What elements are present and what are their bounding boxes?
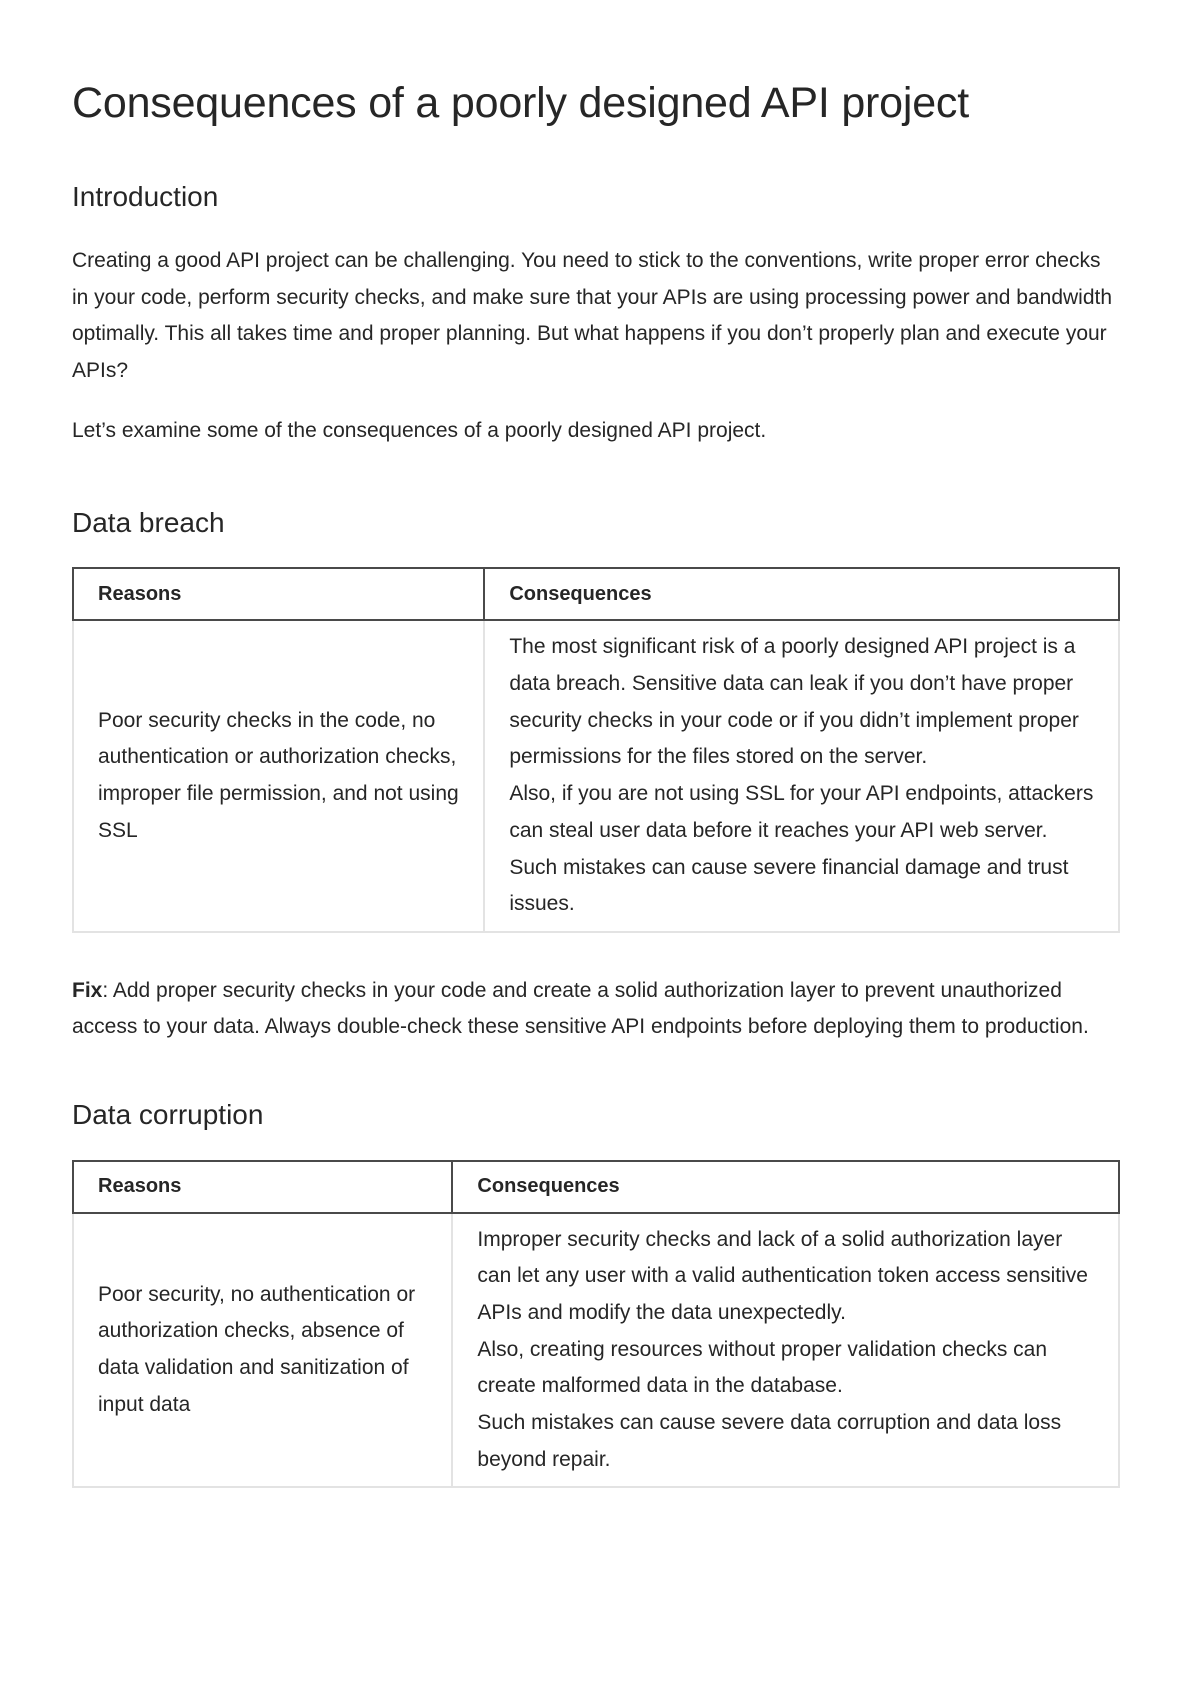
data-corruption-table bbox=[72, 1160, 1120, 1489]
reasons-cell: Poor security checks in the code, no authentication or authorization checks, improper file permission, and not using SSL bbox=[73, 620, 484, 932]
consequence-line: Such mistakes can cause severe financial damage and trust issues. bbox=[509, 855, 1069, 916]
introduction-heading: Introduction bbox=[72, 180, 219, 212]
consequences-cell bbox=[452, 1213, 1119, 1488]
consequence-line: The most significant risk of a poorly designed API project is a data breach. Sensitive data can leak if you don’t have proper security checks in your code or if you didn’t implement proper permissions for the files stored on the server. bbox=[509, 635, 1079, 769]
consequence-line: Such mistakes can cause severe data corruption and data loss beyond repair. bbox=[477, 1411, 1062, 1471]
consequences-cell bbox=[484, 620, 1119, 932]
reasons-column-header: Reasons bbox=[73, 1161, 452, 1213]
consequences-column-header: Consequences bbox=[452, 1161, 1119, 1213]
reasons-column-header: Reasons bbox=[73, 568, 484, 620]
table-header-row bbox=[73, 568, 1119, 620]
consequence-line: Also, creating resources without proper validation checks can create malformed data in the database. bbox=[477, 1337, 1048, 1398]
fix-paragraph bbox=[72, 973, 1120, 1046]
introduction-paragraph-2: Let’s examine some of the consequences of a poorly designed API project. bbox=[72, 419, 767, 443]
data-corruption-heading: Data corruption bbox=[72, 1098, 264, 1130]
reasons-cell: Poor security, no authentication or authorization checks, absence of data validation and sanitization of input data bbox=[73, 1213, 452, 1488]
page-title: Consequences of a poorly designed API project bbox=[72, 79, 969, 127]
table-row bbox=[73, 1213, 1119, 1488]
table-header-row bbox=[73, 1161, 1119, 1213]
consequence-line: Also, if you are not using SSL for your API endpoints, attackers can steal user data before it reaches your API web server. bbox=[509, 782, 1094, 842]
data-breach-table bbox=[72, 567, 1120, 933]
consequences-column-header: Consequences bbox=[484, 568, 1119, 620]
table-row bbox=[73, 620, 1119, 932]
introduction-paragraph-1: Creating a good API project can be challenging. You need to stick to the conventions, write proper error checks in your code, perform security checks, and make sure that your APIs are using processing power and bandwidth optimally. This all takes time and proper planning. But what happens if you don’t properly plan and execute your APIs? bbox=[72, 249, 1113, 382]
consequence-line: Improper security checks and lack of a solid authorization layer can let any user with a valid authentication token access sensitive APIs and modify the data unexpectedly. bbox=[477, 1227, 1088, 1324]
data-breach-heading: Data breach bbox=[72, 506, 225, 538]
fix-label: Fix bbox=[72, 978, 103, 1002]
fix-text: : Add proper security checks in your code and create a solid authorization layer to prevent unauthorized access to your data. Always double-check these sensitive API endpoints before deploying them to production. bbox=[72, 978, 1089, 1039]
